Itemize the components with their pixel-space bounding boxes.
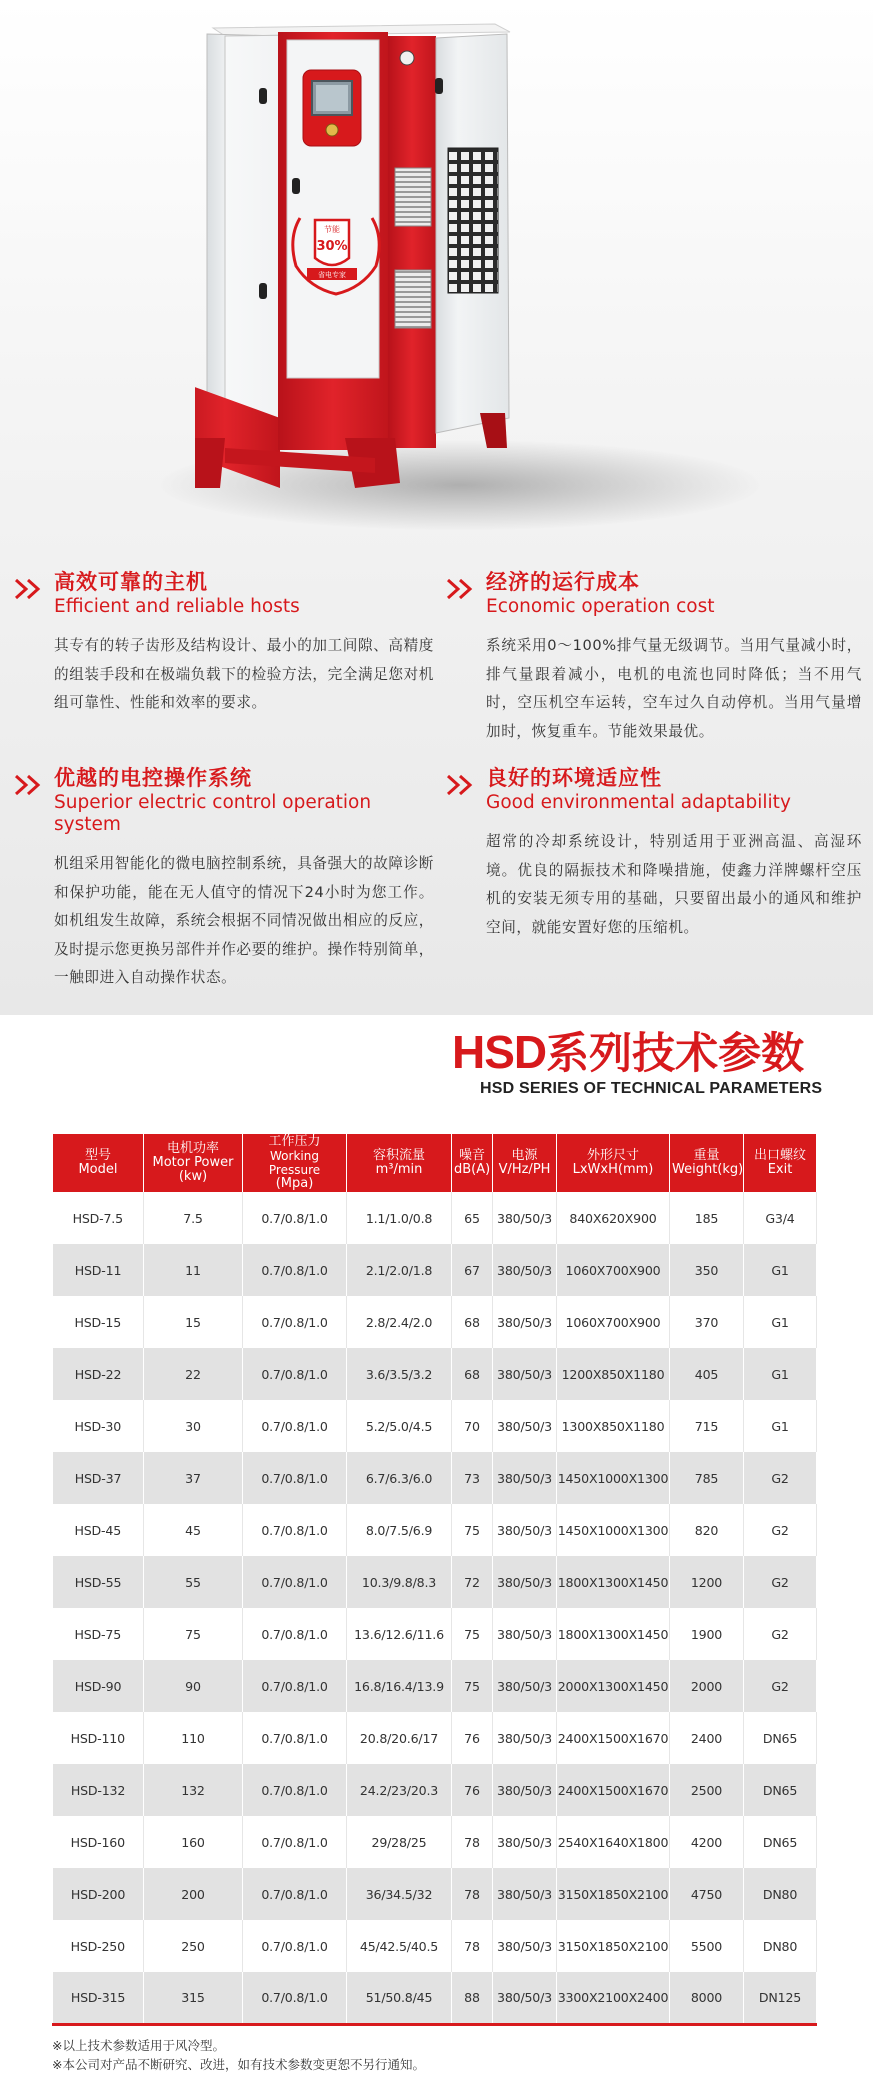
table-cell: 380/50/3 [493, 1452, 557, 1504]
spec-subtitle: HSD SERIES OF TECHNICAL PARAMETERS [480, 1080, 823, 1097]
spec-notes [52, 2036, 425, 2074]
table-cell: 75 [144, 1608, 243, 1660]
column-header-en: Model [78, 1162, 118, 1177]
table-cell: 2000 [670, 1660, 744, 1712]
table-cell: HSD-55 [53, 1556, 144, 1608]
table-cell: 405 [670, 1348, 744, 1400]
table-cell: 36/34.5/32 [347, 1868, 452, 1920]
column-header-unit: (kw) [178, 1169, 208, 1184]
column-header [493, 1134, 557, 1192]
table-cell: 16.8/16.4/13.9 [347, 1660, 452, 1712]
double-chevron-icon [14, 774, 44, 796]
table-cell: 70 [452, 1400, 493, 1452]
feature-title-en: Efficient and reliable hosts [54, 596, 300, 617]
table-cell: 380/50/3 [493, 1972, 557, 2024]
column-header-en: m³/min [375, 1162, 423, 1177]
table-cell: HSD-75 [53, 1608, 144, 1660]
table-cell: 0.7/0.8/1.0 [243, 1608, 347, 1660]
table-cell: 2.8/2.4/2.0 [347, 1296, 452, 1348]
table-cell: 88 [452, 1972, 493, 2024]
column-header-en: Motor Power [152, 1155, 234, 1170]
table-cell: 380/50/3 [493, 1608, 557, 1660]
table-cell: 0.7/0.8/1.0 [243, 1660, 347, 1712]
table-cell: 55 [144, 1556, 243, 1608]
table-cell: 820 [670, 1504, 744, 1556]
table-cell: 380/50/3 [493, 1556, 557, 1608]
table-cell: 2.1/2.0/1.8 [347, 1244, 452, 1296]
table-cell: G1 [744, 1244, 817, 1296]
table-cell: 3150X1850X2100 [557, 1920, 670, 1972]
feature-description: 超常的冷却系统设计，特别适用于亚洲高温、高湿环境。优良的隔振技术和降噪措施，使鑫力洋牌螺杆空压机的安装无须专用的基础，只要留出最小的通风和维护空间，就能安置好您的压缩机。 [486, 833, 862, 936]
table-cell: 380/50/3 [493, 1816, 557, 1868]
table-cell: 75 [452, 1504, 493, 1556]
column-header [144, 1134, 243, 1192]
double-chevron-icon [446, 774, 476, 796]
table-cell: 68 [452, 1348, 493, 1400]
table-cell: 1800X1300X1450 [557, 1556, 670, 1608]
feature-description: 机组采用智能化的微电脑控制系统，具备强大的故障诊断和保护功能，能在无人值守的情况下24小时为您工作。如机组发生故障，系统会根据不同情况做出相应的反应，及时提示您更换另部件并作必要的维护。操作特别简单，一触即进入自动操作状态。 [54, 855, 434, 986]
table-cell: 1450X1000X1300 [557, 1452, 670, 1504]
table-cell: 1200 [670, 1556, 744, 1608]
table-cell: G2 [744, 1504, 817, 1556]
table-cell: G2 [744, 1452, 817, 1504]
table-cell: 380/50/3 [493, 1296, 557, 1348]
table-cell: 76 [452, 1764, 493, 1816]
spec-title-cn: 系列技术参数 [546, 1029, 805, 1079]
table-cell: 0.7/0.8/1.0 [243, 1920, 347, 1972]
feature-title-en: Good environmental adaptability [486, 792, 791, 813]
table-cell: HSD-7.5 [53, 1192, 144, 1244]
table-cell: DN80 [744, 1920, 817, 1972]
table-cell: HSD-160 [53, 1816, 144, 1868]
feature-title-cn: 良好的环境适应性 [486, 766, 662, 790]
table-cell: 0.7/0.8/1.0 [243, 1816, 347, 1868]
table-cell: 380/50/3 [493, 1400, 557, 1452]
table-cell: 350 [670, 1244, 744, 1296]
table-cell: 715 [670, 1400, 744, 1452]
table-cell: 51/50.8/45 [347, 1972, 452, 2024]
table-row [53, 1712, 817, 1764]
table-cell: 65 [452, 1192, 493, 1244]
column-header-en: Working Pressure [268, 1149, 321, 1177]
column-header-cn: 外形尺寸 [586, 1148, 639, 1163]
table-cell: 370 [670, 1296, 744, 1348]
table-cell: 37 [144, 1452, 243, 1504]
feature-electric-control [54, 764, 434, 993]
table-cell: 1800X1300X1450 [557, 1608, 670, 1660]
table-cell: 1060X700X900 [557, 1244, 670, 1296]
table-cell: 67 [452, 1244, 493, 1296]
table-cell: 380/50/3 [493, 1504, 557, 1556]
column-header-cn: 电源 [511, 1148, 538, 1163]
table-cell: 13.6/12.6/11.6 [347, 1608, 452, 1660]
table-cell: HSD-37 [53, 1452, 144, 1504]
table-cell: 90 [144, 1660, 243, 1712]
column-header-cn: 重量 [693, 1148, 720, 1163]
table-body [53, 1192, 817, 2024]
table-row [53, 1972, 817, 2024]
table-row [53, 1764, 817, 1816]
feature-economic-cost [486, 568, 862, 746]
air-compressor-image [195, 18, 680, 508]
table-cell: DN125 [744, 1972, 817, 2024]
table-cell: 0.7/0.8/1.0 [243, 1452, 347, 1504]
spec-title [452, 1020, 804, 1080]
table-cell: 7.5 [144, 1192, 243, 1244]
svg-text:30%: 30% [316, 239, 348, 254]
column-header-cn: 型号 [84, 1148, 111, 1163]
table-cell: HSD-90 [53, 1660, 144, 1712]
spec-table [52, 1134, 817, 2026]
table-cell: 1900 [670, 1608, 744, 1660]
table-cell: 4200 [670, 1816, 744, 1868]
table-cell: 0.7/0.8/1.0 [243, 1192, 347, 1244]
table-cell: 0.7/0.8/1.0 [243, 1296, 347, 1348]
table-cell: 5500 [670, 1920, 744, 1972]
table-cell: DN80 [744, 1868, 817, 1920]
table-row [53, 1452, 817, 1504]
table-cell: 2000X1300X1450 [557, 1660, 670, 1712]
column-header-en: Weight(kg) [672, 1162, 744, 1177]
table-row [53, 1192, 817, 1244]
table-cell: 2500 [670, 1764, 744, 1816]
spec-title-latin: HSD [452, 1026, 547, 1078]
vent-upper [395, 168, 431, 226]
feature-description: 系统采用0～100%排气量无级调节。当用气量减小时，排气量跟着减小，电机的电流也同时降低；当不用气时，空压机空车运转，空车过久自动停机。当用气量增加时，恢复重车。节能效果最优。 [486, 637, 862, 740]
column-header [347, 1134, 452, 1192]
table-cell: DN65 [744, 1712, 817, 1764]
logo-button [326, 124, 338, 136]
table-cell: 29/28/25 [347, 1816, 452, 1868]
column-header-cn: 出口螺纹 [753, 1148, 806, 1163]
table-cell: 8.0/7.5/6.9 [347, 1504, 452, 1556]
table-cell: 15 [144, 1296, 243, 1348]
column-header-en: V/Hz/PH [498, 1162, 551, 1177]
column-header-cn: 工作压力 [268, 1134, 321, 1149]
feature-title-cn: 高效可靠的主机 [54, 570, 208, 594]
table-cell: G1 [744, 1348, 817, 1400]
table-cell: 0.7/0.8/1.0 [243, 1556, 347, 1608]
column-header-cn: 电机功率 [166, 1141, 219, 1156]
column-header [243, 1134, 347, 1192]
table-row [53, 1920, 817, 1972]
table-cell: G2 [744, 1556, 817, 1608]
table-cell: 132 [144, 1764, 243, 1816]
svg-text:省电专家: 省电专家 [318, 271, 346, 279]
column-header [557, 1134, 670, 1192]
table-cell: 380/50/3 [493, 1348, 557, 1400]
table-cell: 45 [144, 1504, 243, 1556]
table-cell: 76 [452, 1712, 493, 1764]
table-cell: G2 [744, 1660, 817, 1712]
table-cell: 0.7/0.8/1.0 [243, 1972, 347, 2024]
table-cell: 3300X2100X2400 [557, 1972, 670, 2024]
table-cell: G3/4 [744, 1192, 817, 1244]
table-cell: 73 [452, 1452, 493, 1504]
table-row [53, 1608, 817, 1660]
table-cell: G2 [744, 1608, 817, 1660]
table-cell: 185 [670, 1192, 744, 1244]
table-cell: HSD-45 [53, 1504, 144, 1556]
table-row [53, 1296, 817, 1348]
table-cell: DN65 [744, 1764, 817, 1816]
column-header [670, 1134, 744, 1192]
vent-lower [395, 270, 431, 328]
table-cell: 380/50/3 [493, 1712, 557, 1764]
feature-description: 其专有的转子齿形及结构设计、最小的加工间隙、高精度的组装手段和在极端负载下的检验方法，完全满足您对机组可靠性、性能和效率的要求。 [54, 637, 434, 711]
table-cell: 1200X850X1180 [557, 1348, 670, 1400]
note-line: ※本公司对产品不断研究、改进，如有技术参数变更恕不另行通知。 [52, 2057, 425, 2072]
table-cell: 380/50/3 [493, 1660, 557, 1712]
table-cell: 380/50/3 [493, 1920, 557, 1972]
column-header-en: Exit [767, 1162, 793, 1177]
table-cell: 380/50/3 [493, 1764, 557, 1816]
table-cell: 78 [452, 1920, 493, 1972]
table-cell: HSD-250 [53, 1920, 144, 1972]
table-cell: HSD-315 [53, 1972, 144, 2024]
table-cell: HSD-132 [53, 1764, 144, 1816]
feature-efficient-hosts [54, 568, 434, 718]
table-cell: 1.1/1.0/0.8 [347, 1192, 452, 1244]
table-cell: 3.6/3.5/3.2 [347, 1348, 452, 1400]
feature-title-en: Superior electric control operation system [54, 792, 372, 835]
table-cell: 315 [144, 1972, 243, 2024]
table-cell: 0.7/0.8/1.0 [243, 1868, 347, 1920]
table-cell: 3150X1850X2100 [557, 1868, 670, 1920]
table-row [53, 1556, 817, 1608]
table-cell: 2400X1500X1670 [557, 1764, 670, 1816]
table-cell: 68 [452, 1296, 493, 1348]
table-cell: 6.7/6.3/6.0 [347, 1452, 452, 1504]
table-cell: HSD-30 [53, 1400, 144, 1452]
table-header-row [53, 1134, 817, 1192]
double-chevron-icon [14, 578, 44, 600]
hero-section [0, 0, 873, 1015]
table-cell: HSD-110 [53, 1712, 144, 1764]
column-header [744, 1134, 817, 1192]
feature-title-en: Economic operation cost [486, 596, 715, 617]
table-cell: 2400X1500X1670 [557, 1712, 670, 1764]
table-cell: 0.7/0.8/1.0 [243, 1712, 347, 1764]
table-cell: DN65 [744, 1816, 817, 1868]
table-row [53, 1244, 817, 1296]
table-cell: 2540X1640X1800 [557, 1816, 670, 1868]
feature-title-cn: 优越的电控操作系统 [54, 766, 252, 790]
column-header-en: dB(A) [454, 1162, 491, 1177]
feature-environment [486, 764, 862, 942]
table-cell: 1300X850X1180 [557, 1400, 670, 1452]
table-cell: 4750 [670, 1868, 744, 1920]
table-cell: 110 [144, 1712, 243, 1764]
table-cell: 75 [452, 1608, 493, 1660]
table-cell: 0.7/0.8/1.0 [243, 1504, 347, 1556]
table-cell: 78 [452, 1816, 493, 1868]
table-cell: 0.7/0.8/1.0 [243, 1348, 347, 1400]
table-cell: 840X620X900 [557, 1192, 670, 1244]
column-header-cn: 噪音 [458, 1148, 485, 1163]
table-row [53, 1868, 817, 1920]
table-cell: 0.7/0.8/1.0 [243, 1764, 347, 1816]
table-row [53, 1400, 817, 1452]
table-cell: 0.7/0.8/1.0 [243, 1400, 347, 1452]
table-cell: G1 [744, 1296, 817, 1348]
table-cell: 380/50/3 [493, 1244, 557, 1296]
column-header-en: LxWxH(mm) [572, 1162, 654, 1177]
column-header [452, 1134, 493, 1192]
table-cell: 380/50/3 [493, 1192, 557, 1244]
note-line: ※以上技术参数适用于风冷型。 [52, 2038, 225, 2053]
table-cell: 45/42.5/40.5 [347, 1920, 452, 1972]
table-cell: 30 [144, 1400, 243, 1452]
table-cell: 785 [670, 1452, 744, 1504]
table-cell: 160 [144, 1816, 243, 1868]
feature-title-cn: 经济的运行成本 [486, 570, 640, 594]
svg-text:节能: 节能 [324, 225, 340, 234]
table-cell: 20.8/20.6/17 [347, 1712, 452, 1764]
column-header [53, 1134, 144, 1192]
table-cell: 72 [452, 1556, 493, 1608]
table-cell: 24.2/23/20.3 [347, 1764, 452, 1816]
table-row [53, 1348, 817, 1400]
table-cell: 200 [144, 1868, 243, 1920]
table-cell: 250 [144, 1920, 243, 1972]
column-header-cn: 容积流量 [372, 1148, 425, 1163]
table-cell: HSD-200 [53, 1868, 144, 1920]
table-cell: HSD-22 [53, 1348, 144, 1400]
table-cell: G1 [744, 1400, 817, 1452]
table-cell: 1060X700X900 [557, 1296, 670, 1348]
table-cell: 8000 [670, 1972, 744, 2024]
table-row [53, 1660, 817, 1712]
table-row [53, 1816, 817, 1868]
table-cell: 10.3/9.8/8.3 [347, 1556, 452, 1608]
table-cell: 22 [144, 1348, 243, 1400]
table-cell: 1450X1000X1300 [557, 1504, 670, 1556]
table-row [53, 1504, 817, 1556]
table-cell: 78 [452, 1868, 493, 1920]
table-cell: 5.2/5.0/4.5 [347, 1400, 452, 1452]
table-cell: 75 [452, 1660, 493, 1712]
table-cell: HSD-15 [53, 1296, 144, 1348]
radiator-grille [448, 148, 498, 293]
table-cell: HSD-11 [53, 1244, 144, 1296]
column-header-unit: (Mpa) [275, 1176, 314, 1191]
table-cell: 11 [144, 1244, 243, 1296]
table-cell: 2400 [670, 1712, 744, 1764]
table-cell: 380/50/3 [493, 1868, 557, 1920]
table-cell: 0.7/0.8/1.0 [243, 1244, 347, 1296]
double-chevron-icon [446, 578, 476, 600]
